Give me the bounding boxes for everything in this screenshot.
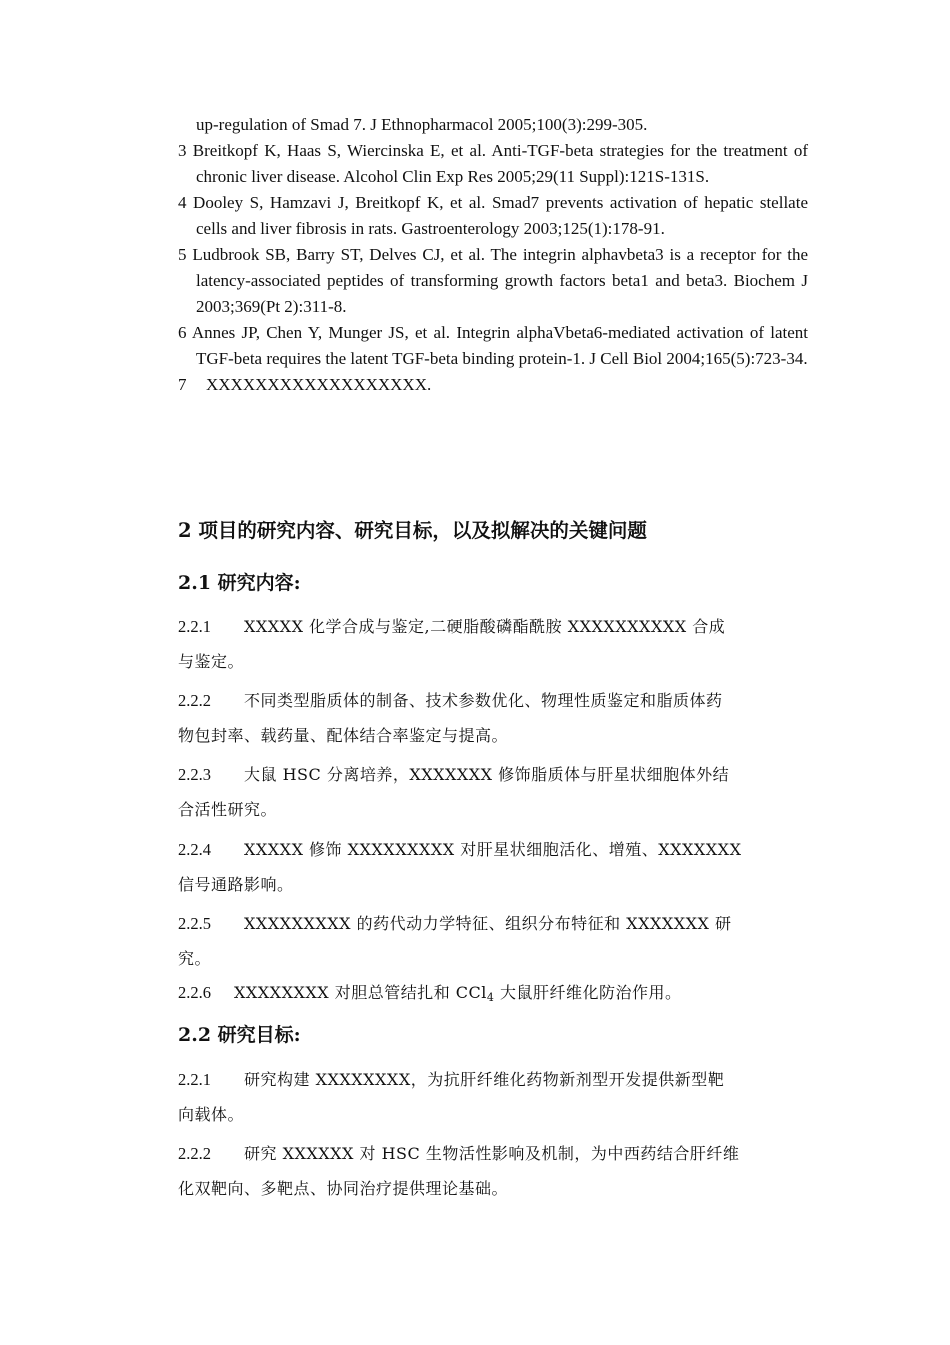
item-text-continued: 物包封率、载药量、配体结合率鉴定与提高。 [178, 726, 509, 745]
goals-heading: 2.2 研究目标: [178, 1024, 301, 1046]
item-text: XXXXX 修饰 XXXXXXXXX 对肝星状细胞活化、增殖、XXXXXXX [244, 840, 742, 859]
item-number: 2.2.4 [178, 840, 211, 859]
content-item-5 [178, 911, 808, 969]
item-subscript: 4 [486, 991, 495, 1004]
item-text: 大鼠 HSC 分离培养，XXXXXXX 修饰脂质体与肝星状细胞体外结 [244, 765, 730, 784]
content-heading: 2.1 研究内容: [178, 572, 301, 594]
reference-7-number: 7 [178, 375, 187, 394]
item-text: XXXXXXXX 对胆总管结扎和 CCl [234, 983, 487, 1002]
item-number: 2.2.5 [178, 914, 211, 933]
reference-7 [178, 372, 808, 398]
content-item-4 [178, 837, 808, 895]
item-text-end: 大鼠肝纤维化防治作用。 [494, 983, 682, 1002]
content-item-6 [178, 980, 808, 1004]
content-item-1 [178, 614, 808, 672]
reference-3: 3 Breitkopf K, Haas S, Wiercinska E, et al. Anti-TGF-beta strategies for the treatment of chronic liver disease. Alcohol Clin Exp Res 2005;29(11 Suppl):121S-131S. [178, 141, 808, 186]
reference-list [178, 112, 808, 398]
item-number: 2.2.1 [178, 617, 211, 636]
content-item-2 [178, 688, 808, 746]
item-number: 2.2.2 [178, 1144, 211, 1163]
content-item-3 [178, 762, 808, 820]
goal-item-1 [178, 1067, 808, 1125]
item-text-continued: 与鉴定。 [178, 652, 245, 671]
item-text-continued: 化双靶向、多靶点、协同治疗提供理论基础。 [178, 1179, 509, 1198]
item-number: 2.2.2 [178, 691, 211, 710]
item-text-continued: 信号通路影响。 [178, 875, 294, 894]
item-number: 2.2.1 [178, 1070, 211, 1089]
reference-6: 6 Annes JP, Chen Y, Munger JS, et al. Integrin alphaVbeta6-mediated activation of latent TGF-beta requires the latent TGF-beta binding protein-1. J Cell Biol 2004;165(5):723-34. [178, 323, 808, 368]
item-text-continued: 合活性研究。 [178, 800, 278, 819]
item-text-continued: 向载体。 [178, 1105, 245, 1124]
reference-4: 4 Dooley S, Hamzavi J, Breitkopf K, et al. Smad7 prevents activation of hepatic stellate cells and liver fibrosis in rats. Gastroenterology 2003;125(1):178-91. [178, 193, 808, 238]
reference-2-tail: up-regulation of Smad 7. J Ethnopharmacol 2005;100(3):299-305. [196, 115, 648, 134]
section-title: 2 项目的研究内容、研究目标，以及拟解决的关键问题 [178, 519, 647, 542]
item-text: 研究 XXXXXX 对 HSC 生物活性影响及机制，为中西药结合肝纤维 [244, 1144, 740, 1163]
goal-item-2 [178, 1141, 808, 1199]
item-number: 2.2.3 [178, 765, 211, 784]
item-text: XXXXX 化学合成与鉴定,二硬脂酸磷酯酰胺 XXXXXXXXXX 合成 [244, 617, 726, 636]
item-text-continued: 究。 [178, 949, 212, 968]
item-text: XXXXXXXXX 的药代动力学特征、组织分布特征和 XXXXXXX 研 [244, 914, 732, 933]
item-text: 不同类型脂质体的制备、技术参数优化、物理性质鉴定和脂质体药 [244, 691, 723, 710]
item-text: 研究构建 XXXXXXXX，为抗肝纤维化药物新剂型开发提供新型靶 [244, 1070, 725, 1089]
reference-5: 5 Ludbrook SB, Barry ST, Delves CJ, et al. The integrin alphavbeta3 is a receptor for the latency-associated peptides of transforming growth factors beta1 and beta3. Biochem J 2003;369(Pt 2):311-8. [178, 245, 808, 316]
item-number: 2.2.6 [178, 983, 211, 1002]
reference-7-text: XXXXXXXXXXXXXXXXXX. [206, 375, 432, 394]
